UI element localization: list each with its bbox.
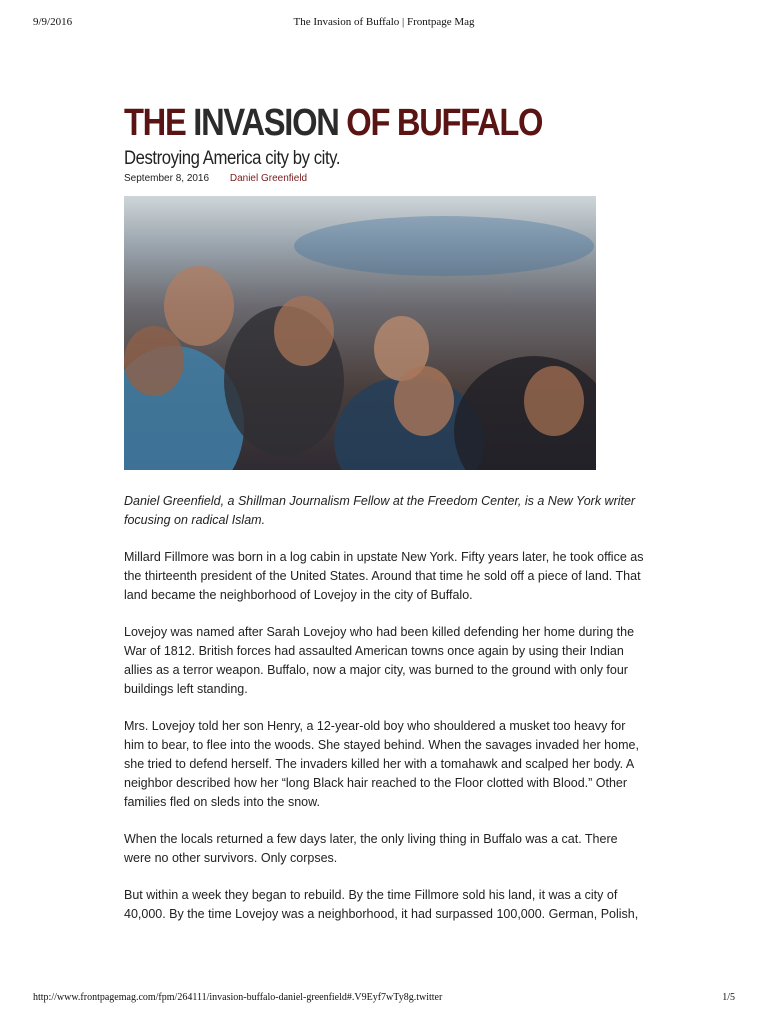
headline-part-3: OF BUFFALO bbox=[346, 102, 543, 144]
article-subtitle: Destroying America city by city. bbox=[124, 148, 341, 169]
article bbox=[124, 98, 644, 942]
article-headline bbox=[124, 98, 571, 148]
headline-part-1: THE bbox=[124, 102, 186, 144]
print-date: 9/9/2016 bbox=[33, 16, 73, 28]
article-photo bbox=[124, 196, 596, 470]
publish-date: September 8, 2016 bbox=[124, 173, 210, 184]
article-body bbox=[124, 492, 644, 924]
paragraph: Mrs. Lovejoy told her son Henry, a 12-year-old boy who shouldered a musket too heavy for him to bear, to flee into the woods. She stayed behind. When the savages invaded her home, she tried to defend herself. The invaders killed her with a tomahawk and scalped her body. A neighbor described how her “long Black hair reached to the Floor clotted with Blood.” Other families fled on sleds into the snow. bbox=[124, 719, 639, 809]
print-url[interactable]: http://www.frontpagemag.com/fpm/264111/invasion-buffalo-daniel-greenfield#.V9Eyf7wTy8g.twitter bbox=[33, 992, 443, 1003]
paragraph: But within a week they began to rebuild. By the time Fillmore sold his land, it was a city of 40,000. By the time Lovejoy was a neighborhood, it had surpassed 100,000. German, Polish, bbox=[124, 888, 639, 921]
paragraph: When the locals returned a few days later, the only living thing in Buffalo was a cat. There were no other survivors. Only corpses. bbox=[124, 832, 618, 865]
paragraph: Lovejoy was named after Sarah Lovejoy who had been killed defending her home during the War of 1812. British forces had assaulted American towns once again by using their Indian allies as a terror weapon. Buffalo, now a major city, was burned to the ground with only four buildings left standing. bbox=[124, 625, 635, 696]
headline-part-2: INVASION bbox=[193, 102, 339, 144]
author-bio: Daniel Greenfield, a Shillman Journalism Fellow at the Freedom Center, is a New York writer focusing on radical Islam. bbox=[124, 494, 636, 527]
paragraph: Millard Fillmore was born in a log cabin in upstate New York. Fifty years later, he took office as the thirteenth president of the United States. Around that time he sold off a piece of land. That land became the neighborhood of Lovejoy in the city of Buffalo. bbox=[124, 550, 644, 602]
page-number: 1/5 bbox=[722, 992, 735, 1003]
author-link[interactable]: Daniel Greenfield bbox=[229, 173, 308, 184]
print-page-title: The Invasion of Buffalo | Frontpage Mag bbox=[293, 16, 475, 28]
byline bbox=[124, 172, 644, 186]
